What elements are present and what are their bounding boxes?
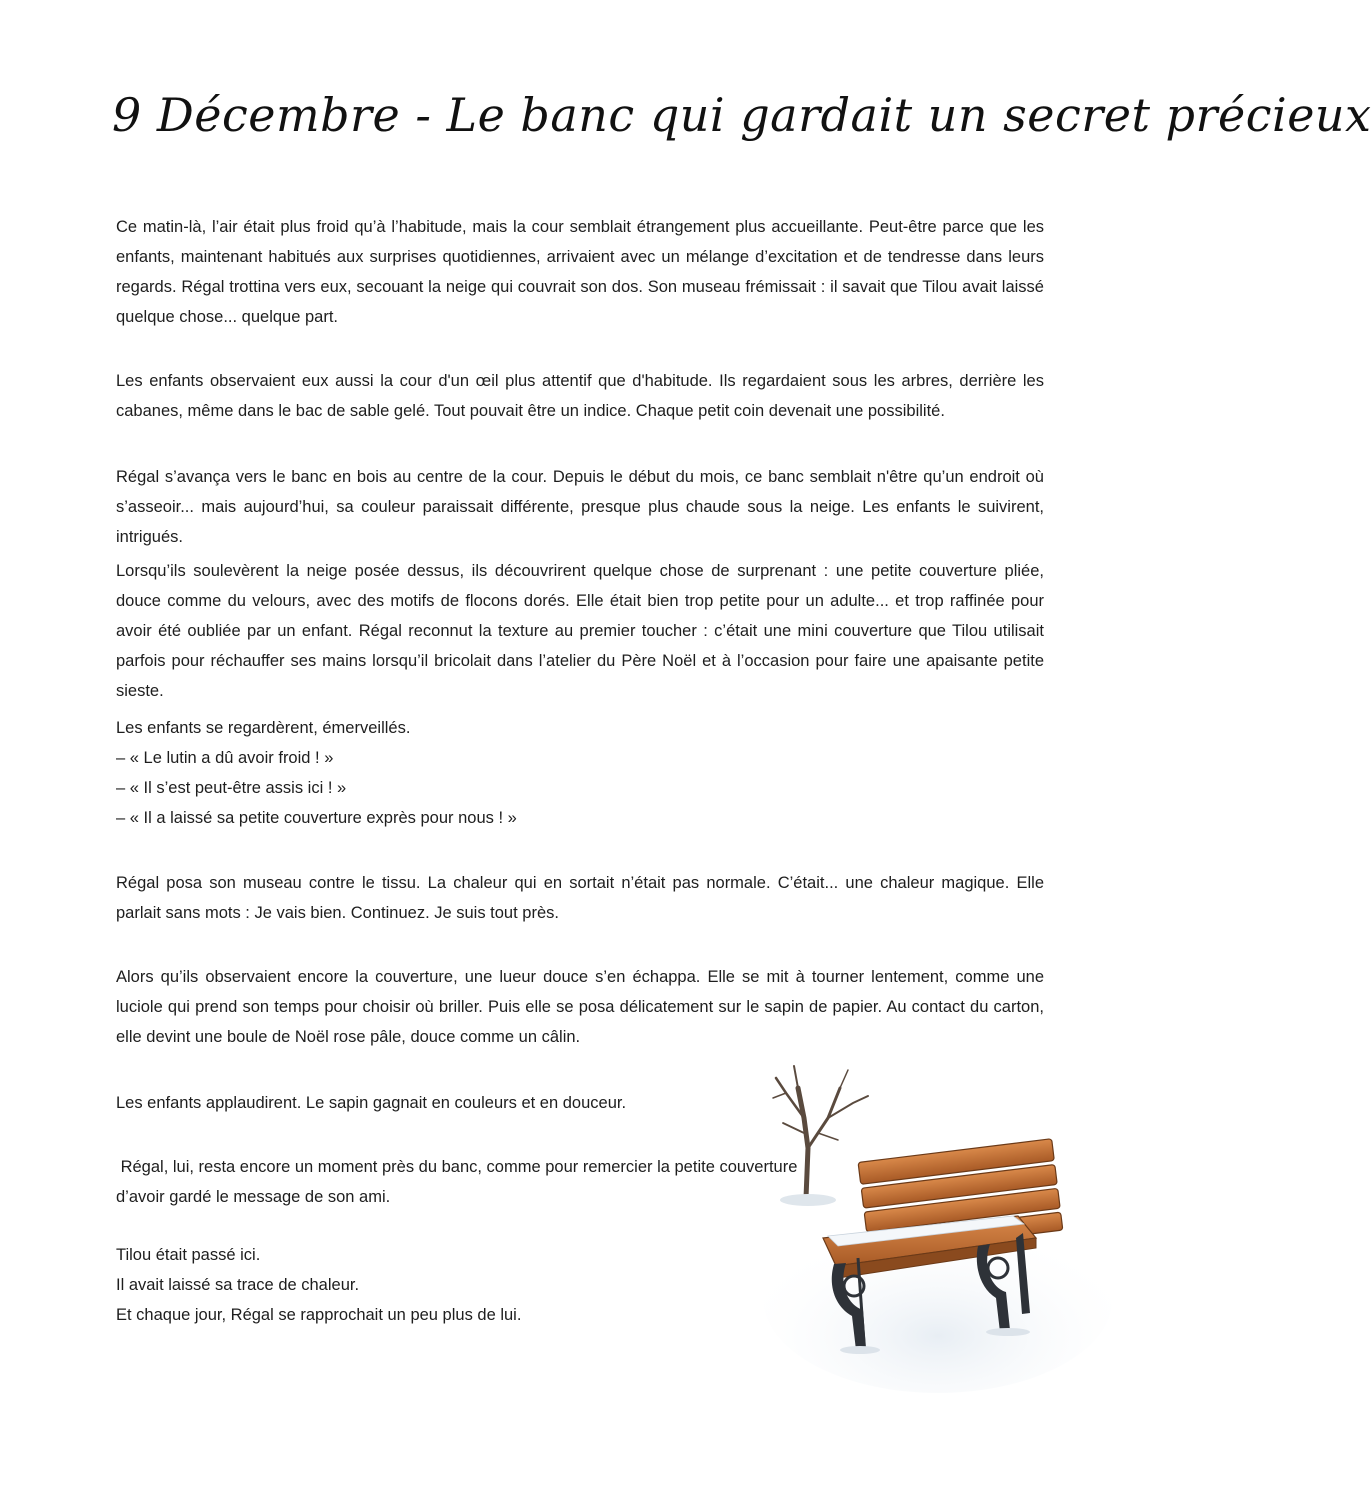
paragraph-arrival: Ce matin-là, l’air était plus froid qu’à l’habitude, mais la cour semblait étrangement plus accueillante. Peut-être parce que les enfants, maintenant habitués aux surprises quotidiennes, arrivaient avec un mélange d’excitation et de tendresse dans leurs regards. Régal trottina vers eux, secouant la neige qui couvrait son dos. Son museau frémissait : il savait que Tilou avait laissé quelque chose... quelque part. (116, 218, 1044, 326)
dialogue-line: Les enfants se regardèrent, émerveillés. (116, 719, 411, 737)
page-title: 9 Décembre - Le banc qui gardait un secret précieux (112, 88, 1371, 142)
paragraph-thanks (116, 1152, 798, 1212)
closing-line: Il avait laissé sa trace de chaleur. (116, 1276, 360, 1294)
tree-snow-mound (780, 1194, 836, 1206)
dialogue-block (116, 713, 517, 833)
text-line: d’avoir gardé le message de son ami. (116, 1188, 391, 1206)
dialogue-line: – « Le lutin a dû avoir froid ! » (116, 749, 334, 767)
dialogue-line: – « Il s’est peut-être assis ici ! » (116, 779, 347, 797)
closing-line: Tilou était passé ici. (116, 1246, 261, 1264)
paragraph-blanket: Lorsqu’ils soulevèrent la neige posée dessus, ils découvrirent quelque chose de surprenant : une petite couverture pliée, douce comme du velours, avec des motifs de flocons dorés. Elle était bien trop petite pour un adulte... et trop raffinée pour avoir été oubliée par un enfant. Régal reconnut la texture au premier toucher : c’était une mini couverture que Tilou utilisait parfois pour réchauffer ses mains lorsqu’il bricolait dans l’atelier du Père Noël et à l’occasion pour faire une apaisante petite sieste. (116, 562, 1044, 700)
bare-tree (773, 1066, 868, 1198)
paragraph-warmth: Régal posa son museau contre le tissu. La chaleur qui en sortait n’était pas normale. C’était... une chaleur magique. Elle parlait sans mots : Je vais bien. Continuez. Je suis tout près. (116, 874, 1044, 922)
paragraph-search: Les enfants observaient eux aussi la cour d'un œil plus attentif que d'habitude. Ils regardaient sous les arbres, derrière les cabanes, même dans le bac de sable gelé. Tout pouvait être un indice. Chaque petit coin devenait une possibilité. (116, 372, 1044, 420)
text-line: Régal, lui, resta encore un moment près du banc, comme pour remercier la petite couverture (116, 1158, 798, 1176)
leg-snow (840, 1346, 880, 1354)
paragraph-applause: Les enfants applaudirent. Le sapin gagnait en couleurs et en douceur. (116, 1094, 627, 1112)
paragraph-bench: Régal s’avança vers le banc en bois au centre de la cour. Depuis le début du mois, ce banc semblait n'être qu’un endroit où s’asseoir... mais aujourd’hui, sa couleur paraissait différente, presque plus chaude sous la neige. Les enfants le suivirent, intrigués. (116, 468, 1044, 546)
paragraph-glow: Alors qu’ils observaient encore la couverture, une lueur douce s’en échappa. Elle se mit à tourner lentement, comme une luciole qui prend son temps pour choisir où briller. Puis elle se posa délicatement sur le sapin de papier. Au contact du carton, elle devint une boule de Noël rose pâle, douce comme un câlin. (116, 968, 1044, 1046)
closing-line: Et chaque jour, Régal se rapprochait un peu plus de lui. (116, 1306, 522, 1324)
snowy-bench-illustration (768, 1048, 1108, 1398)
leg-snow (986, 1328, 1030, 1336)
closing-block (116, 1240, 521, 1330)
dialogue-line: – « Il a laissé sa petite couverture exprès pour nous ! » (116, 809, 517, 827)
